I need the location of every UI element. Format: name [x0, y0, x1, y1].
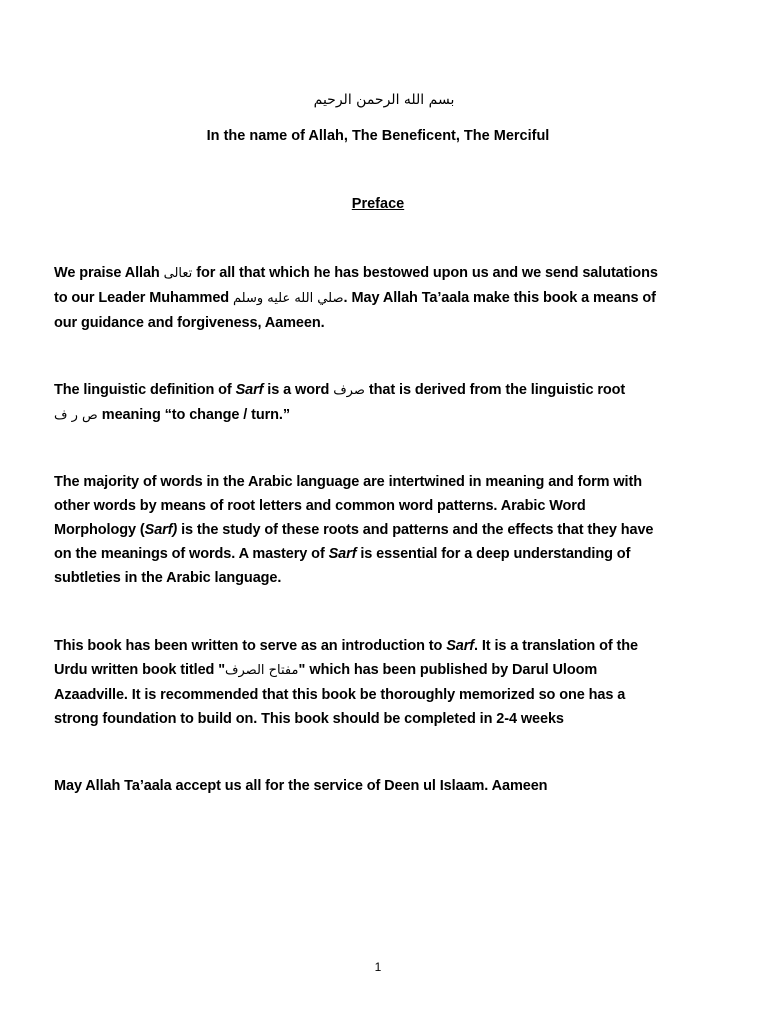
bismillah-heading: بسم الله الرحمن الرحيم: [313, 92, 455, 108]
paragraph-line: [54, 542, 714, 566]
text-run: for all that which he has bestowed upon us and we send salutations: [192, 265, 658, 281]
paragraph-line: subtleties in the Arabic language.: [54, 570, 282, 586]
paragraph-line: Azaadville. It is recommended that this book be thoroughly memorized so one has a: [54, 687, 626, 703]
paragraph-line: [54, 378, 714, 403]
paragraph-line: May Allah Ta’aala accept us all for the service of Deen ul Islaam. Aameen: [54, 778, 548, 794]
paragraph-definition: [54, 378, 714, 428]
text-run: Morphology (: [54, 522, 145, 538]
paragraph-line: [54, 518, 714, 542]
paragraph-line: [54, 658, 714, 683]
paragraph-line: [54, 286, 714, 311]
text-run: " which has been published by Darul Uloom: [298, 662, 598, 678]
text-run: . It is a translation of the: [474, 638, 638, 654]
arabic-text: صلي الله عليه وسلم: [232, 291, 344, 306]
paragraph-praise: [54, 261, 714, 335]
arabic-text: مفتاح الصرف: [225, 663, 299, 678]
text-run: that is derived from the linguistic root: [364, 382, 626, 398]
text-run: is a word: [263, 382, 334, 398]
italic-term: Sarf: [446, 638, 475, 654]
arabic-text: صرف: [333, 383, 365, 398]
text-run: This book has been written to serve as an introduction to: [54, 638, 447, 654]
text-run: . May Allah Ta’aala make this book a means of: [343, 290, 656, 306]
paragraph-line: other words by means of root letters and common word patterns. Arabic Word: [54, 498, 586, 514]
paragraph-morphology: [54, 470, 714, 590]
paragraph-line: strong foundation to build on. This book should be completed in 2-4 weeks: [54, 711, 564, 727]
paragraph-closing: [54, 774, 714, 798]
text-run: to our Leader Muhammed: [54, 290, 233, 306]
paragraph-line: our guidance and forgiveness, Aameen.: [54, 315, 325, 331]
text-run: meaning “to change / turn.”: [97, 407, 291, 423]
paragraph-line: [54, 403, 714, 428]
text-run: is the study of these roots and patterns and the effects that they have: [177, 522, 654, 538]
subtitle: In the name of Allah, The Beneficent, The Merciful: [206, 128, 550, 144]
arabic-text: ص ر ف: [54, 408, 98, 423]
paragraph-line: [54, 261, 714, 286]
preface-heading: Preface: [351, 196, 405, 212]
text-run: on the meanings of words. A mastery of: [54, 546, 329, 562]
text-run: The linguistic definition of: [54, 382, 236, 398]
italic-term: Sarf: [235, 382, 264, 398]
arabic-text: تعالى: [163, 266, 193, 281]
italic-term: Sarf: [328, 546, 357, 562]
paragraph-line: [54, 634, 714, 658]
italic-term: Sarf): [144, 522, 178, 538]
paragraph-introduction: [54, 634, 714, 731]
page-number: 1: [374, 960, 382, 974]
paragraph-line: The majority of words in the Arabic language are intertwined in meaning and form with: [54, 474, 642, 490]
text-run: We praise Allah: [54, 265, 164, 281]
text-run: is essential for a deep understanding of: [356, 546, 631, 562]
text-run: Urdu written book titled ": [54, 662, 226, 678]
